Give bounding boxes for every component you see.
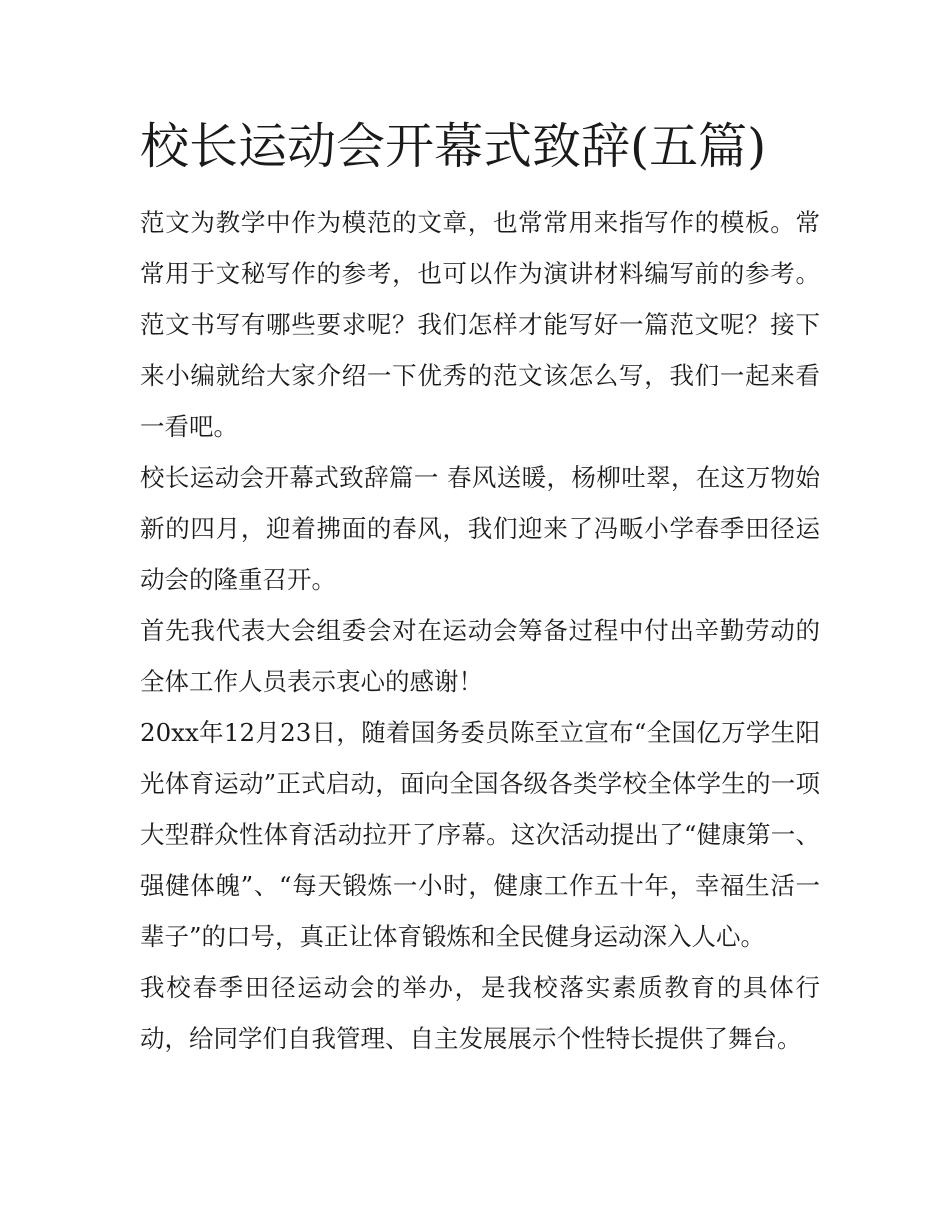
paragraph-thanks: 首先我代表大会组委会对在运动会筹备过程中付出辛勤劳动的全体工作人员表示衷心的感谢！ [140,616,820,696]
paragraph-speech-opening: 校长运动会开幕式致辞篇一 春风送暖，杨柳吐翠，在这万物始新的四月，迎着拂面的春风，我们迎来了冯畈小学春季田径运动会的隆重召开。 [140,463,820,594]
paragraph-intro: 范文为教学中作为模范的文章，也常常用来指写作的模板。常常用于文秘写作的参考，也可以作为演讲材料编写前的参考。范文书写有哪些要求呢？我们怎样才能写好一篇范文呢？接下来小编就给大家介绍一下优秀的范文该怎么写，我们一起来看一看吧。 [140,208,820,441]
document-title: 校长运动会开幕式致辞(五篇) [140,118,767,175]
document-body [140,197,820,1064]
paragraph-sunshine-sports: 20xx年12月23日，随着国务委员陈至立宣布“全国亿万学生阳光体育运动”正式启动，面向全国各级各类学校全体学生的一项大型群众性体育活动拉开了序幕。这次活动提出了“健康第一、强健体魄”、“每天锻炼一小时，健康工作五十年，幸福生活一辈子”的口号，真正让体育锻炼和全民健身运动深入人心。 [140,718,820,951]
paragraph-school-meet: 我校春季田径运动会的举办，是我校落实素质教育的具体行动，给同学们自我管理、自主发展展示个性特长提供了舞台。 [140,973,820,1053]
